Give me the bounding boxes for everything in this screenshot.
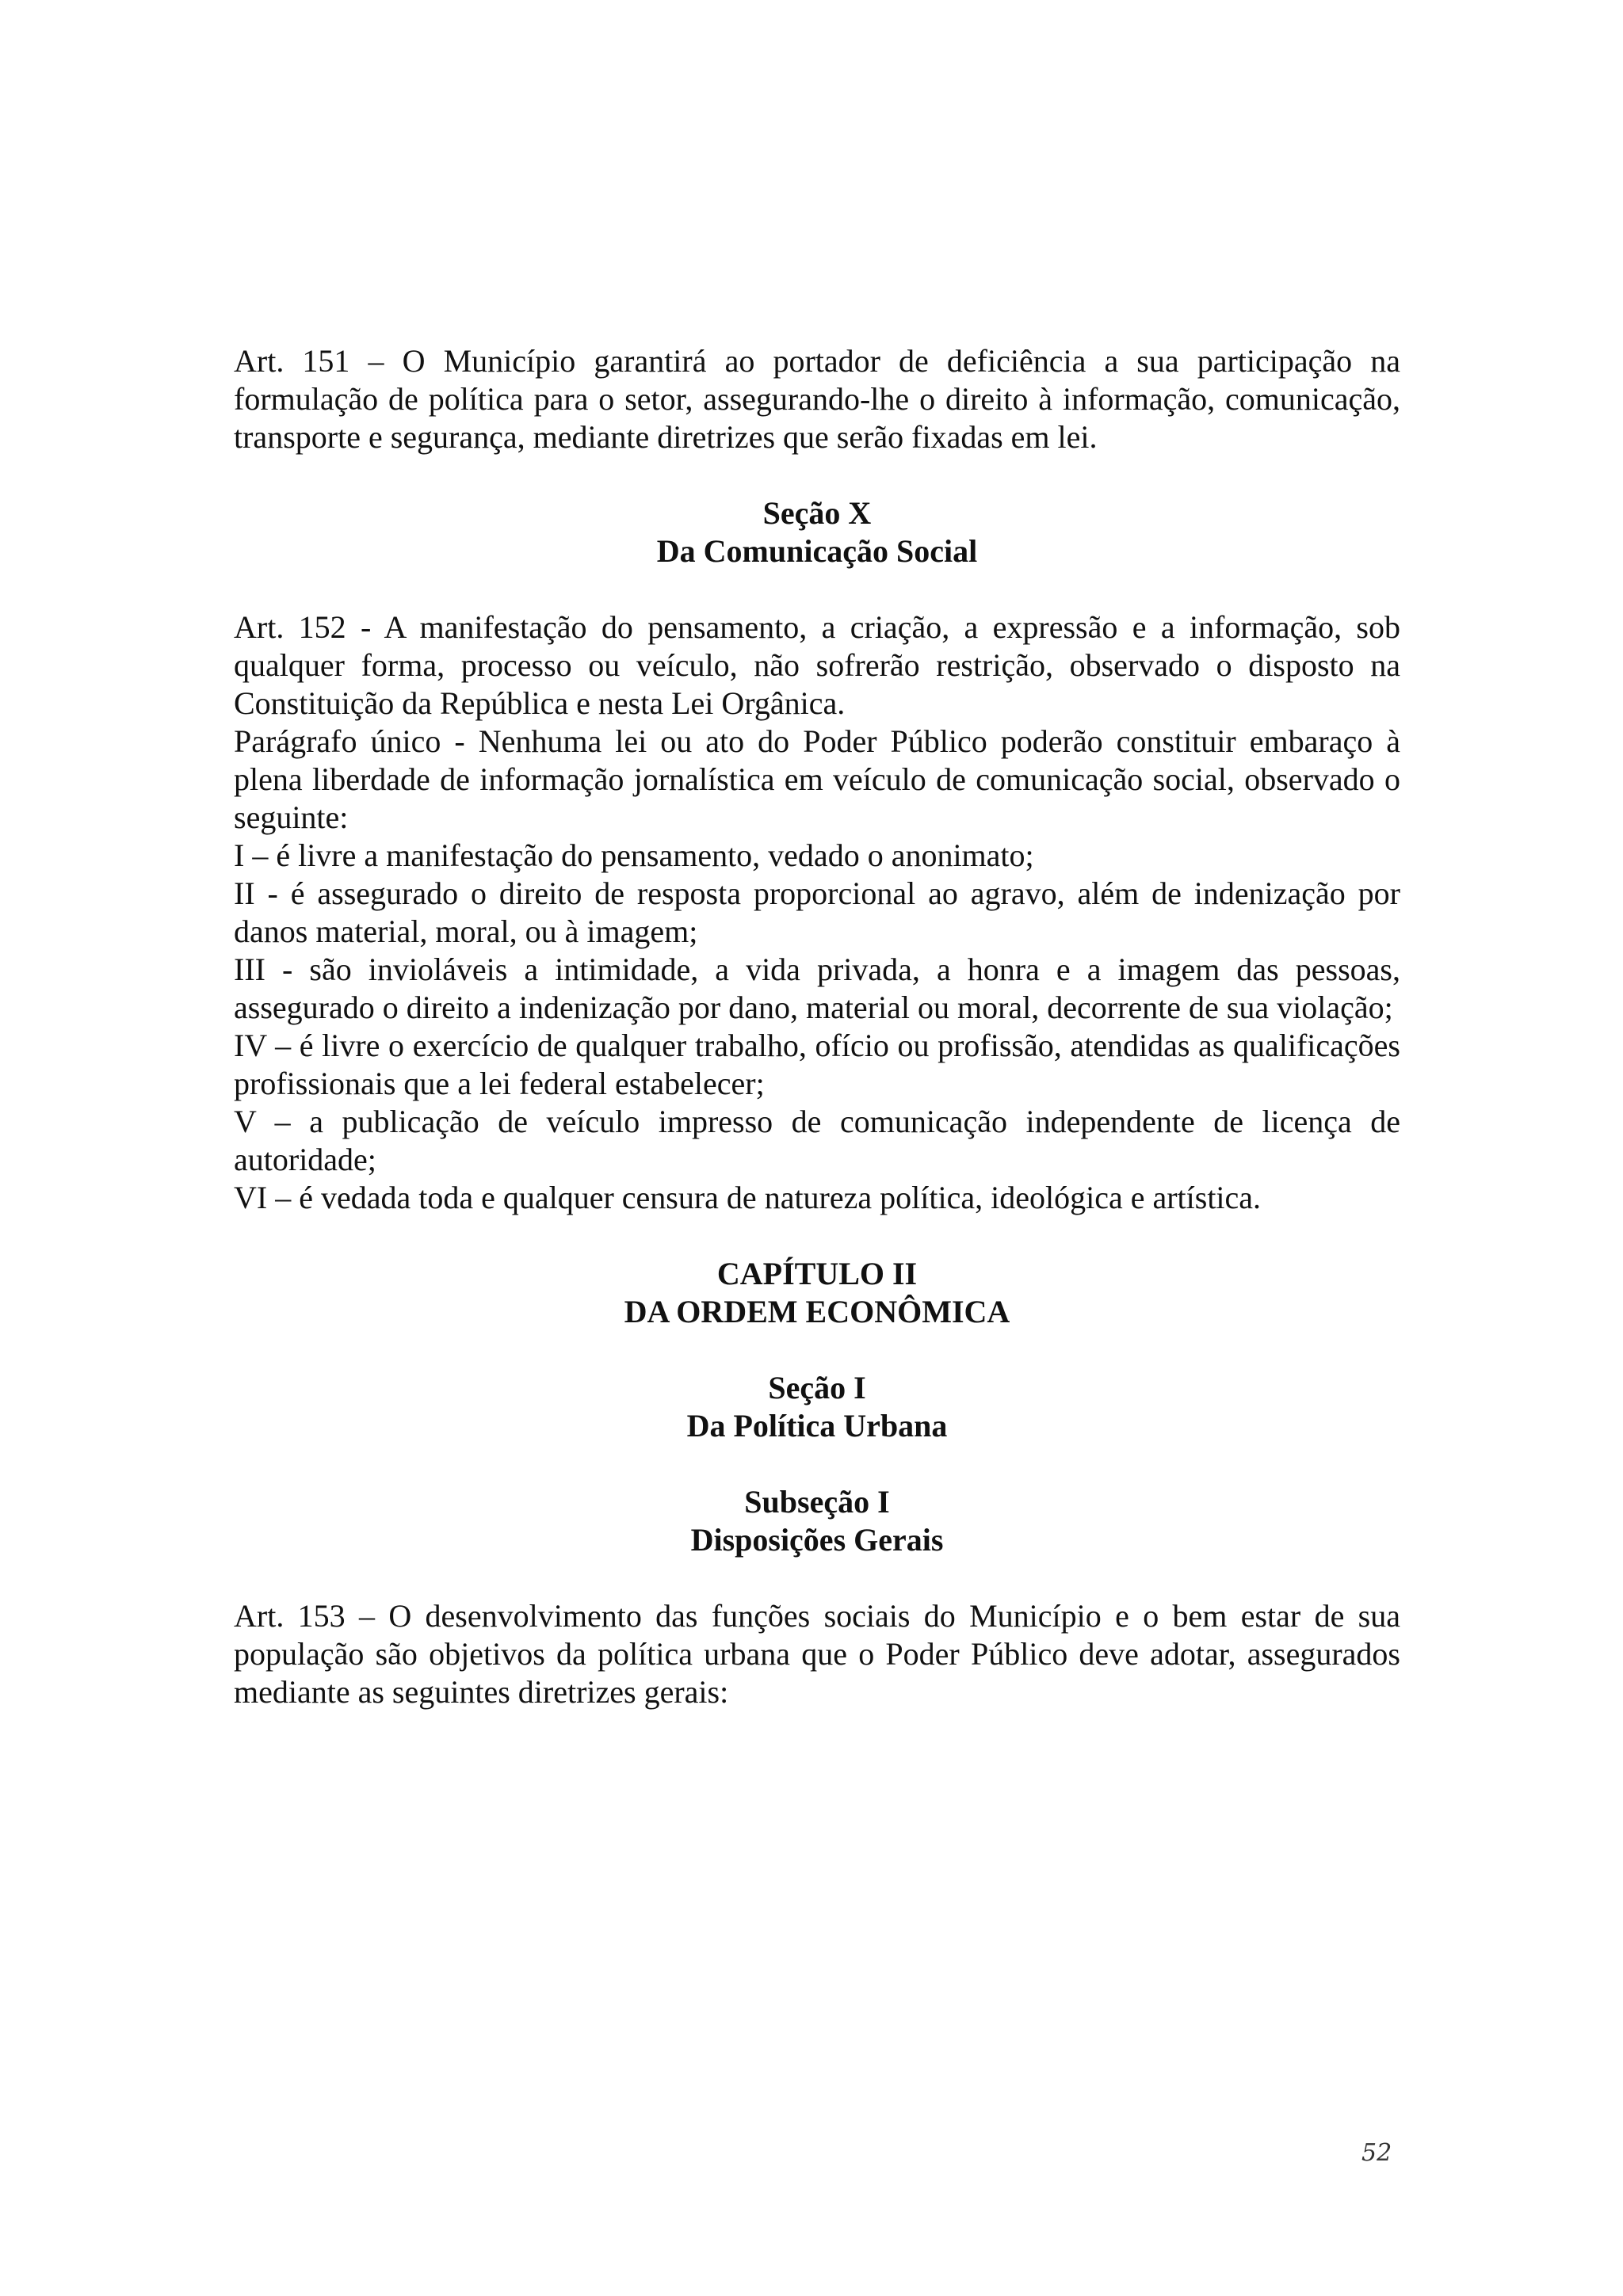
section-x-subtitle: Da Comunicação Social xyxy=(656,533,978,569)
paragrafo-unico: Parágrafo único - Nenhuma lei ou ato do Poder Público poderão constituir embaraço à plena liberdade de informação jornalística em veículo de comunicação social, observado o seguinte: xyxy=(234,723,1400,835)
article-153: Art. 153 – O desenvolvimento das funções sociais do Município e o bem estar de sua população são objetivos da política urbana que o Poder Público deve adotar, assegurados mediante as seguintes diretrizes gerais: xyxy=(234,1598,1400,1710)
item-iii: III - são invioláveis a intimidade, a vida privada, a honra e a imagem das pessoas, assegurado o direito a indenização por dano, material ou moral, decorrente de sua violação; xyxy=(234,952,1400,1025)
chapter-title: CAPÍTULO II xyxy=(716,1256,918,1291)
section-i-title: Seção I xyxy=(768,1370,866,1405)
article-151: Art. 151 – O Município garantirá ao portador de deficiência a sua participação na formulação de política para o setor, assegurando-lhe o direito à informação, comunicação, transporte e segurança, mediante diretrizes que serão fixadas em lei. xyxy=(234,343,1400,455)
section-x-title: Seção X xyxy=(762,495,872,531)
item-ii: II - é assegurado o direito de resposta proporcional ao agravo, além de indenização por danos material, moral, ou à imagem; xyxy=(234,875,1400,949)
page-number: 52 xyxy=(1361,2139,1392,2167)
item-vi: VI – é vedada toda e qualquer censura de natureza política, ideológica e artística. xyxy=(234,1180,1262,1215)
item-i: I – é livre a manifestação do pensamento, vedado o anonimato; xyxy=(234,837,1034,873)
article-152: Art. 152 - A manifestação do pensamento, a criação, a expressão e a informação, sob qualquer forma, processo ou veículo, não sofrerão restrição, observado o disposto na Constituição da República e nesta Lei Orgânica. xyxy=(234,609,1400,721)
section-i-heading xyxy=(234,1369,1400,1445)
subsection-i-subtitle: Disposições Gerais xyxy=(690,1522,944,1558)
document-page xyxy=(234,342,1400,1711)
item-v: V – a publicação de veículo impresso de comunicação independente de licença de autoridade; xyxy=(234,1104,1400,1177)
chapter-heading xyxy=(234,1255,1400,1331)
subsection-i-title: Subseção I xyxy=(744,1484,890,1520)
item-iv: IV – é livre o exercício de qualquer trabalho, ofício ou profissão, atendidas as qualificações profissionais que a lei federal estabelecer; xyxy=(234,1028,1400,1101)
section-x-heading xyxy=(234,494,1400,570)
subsection-i-heading xyxy=(234,1483,1400,1559)
section-i-subtitle: Da Política Urbana xyxy=(686,1408,948,1444)
chapter-subtitle: DA ORDEM ECONÔMICA xyxy=(624,1294,1010,1329)
